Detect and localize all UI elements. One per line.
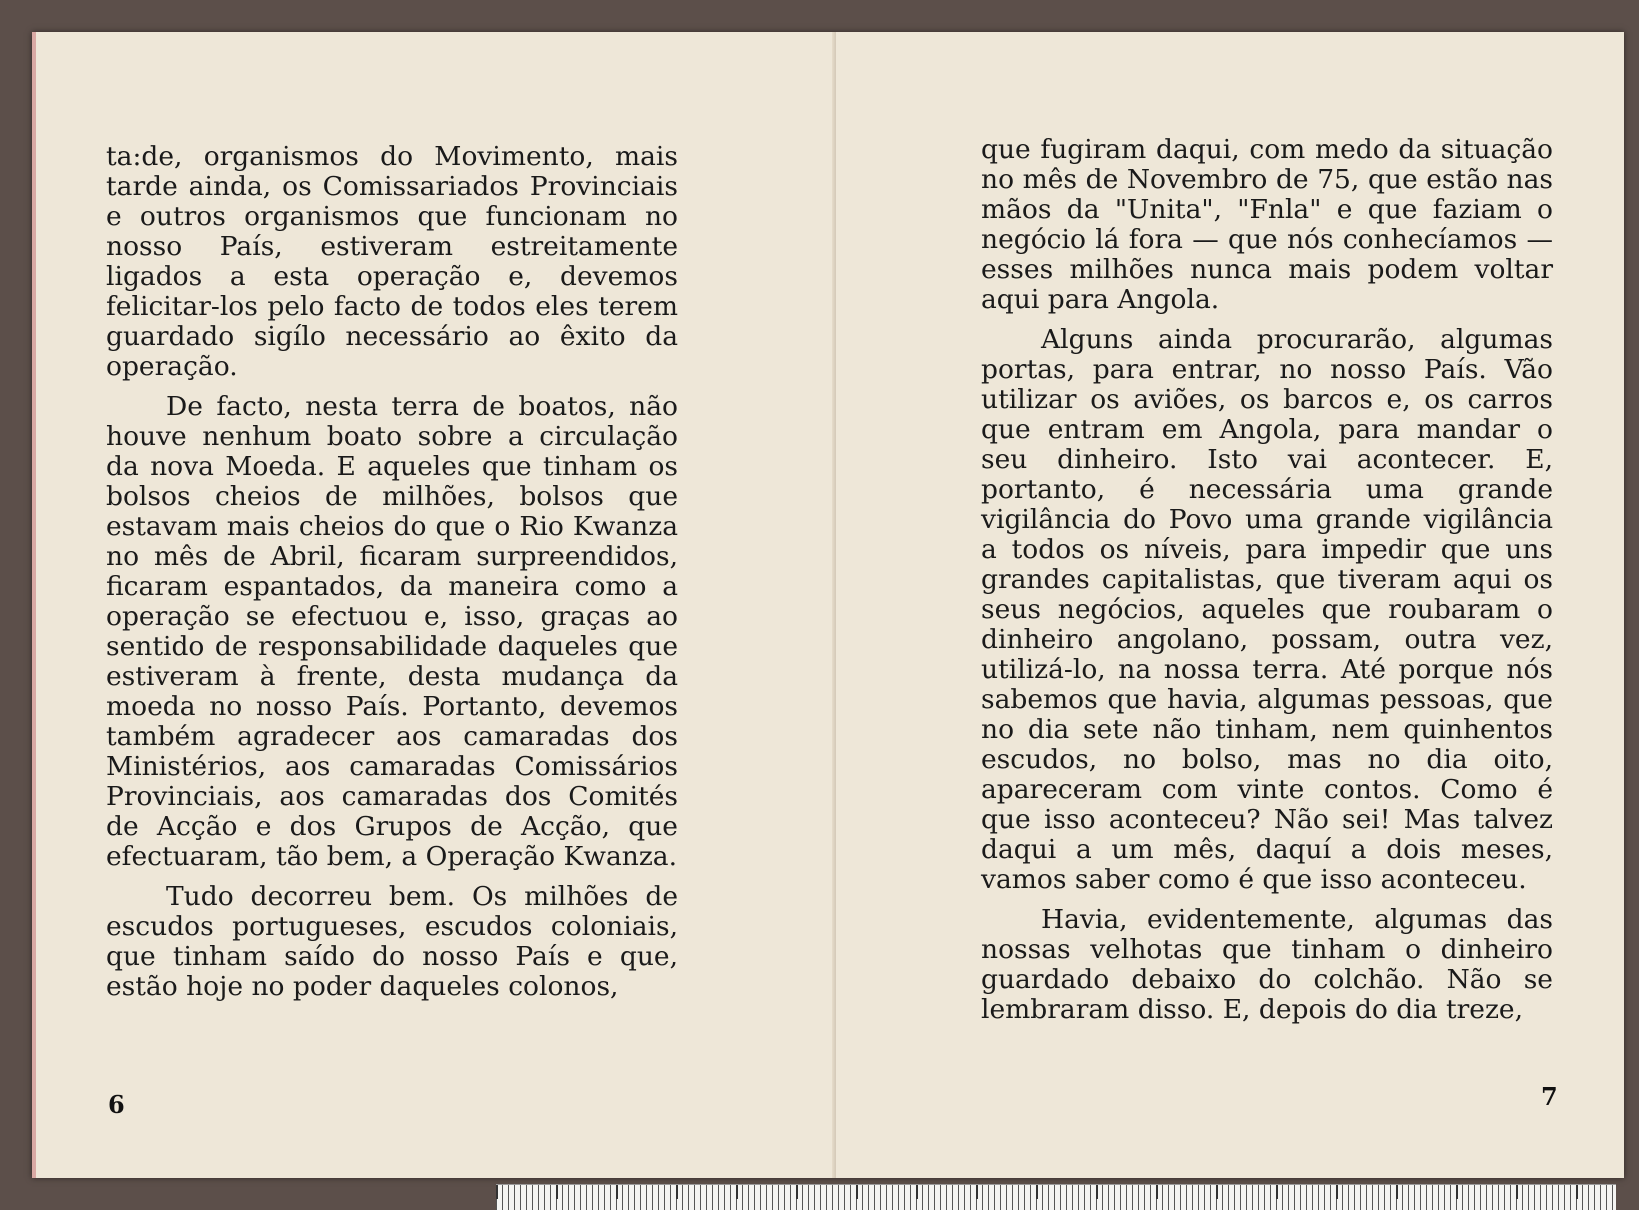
right-page — [836, 32, 1624, 1178]
ruler-major-ticks — [496, 1185, 1616, 1199]
paragraph: Havia, evidentemente, algumas das nossas velhotas que tinham o dinheiro guardado debaixo do colchão. Não se lembraram disso. E, depois do dia treze, — [981, 904, 1553, 1025]
scale-ruler — [496, 1184, 1616, 1210]
paragraph: ta:de, organismos do Movimento, mais tarde ainda, os Comissariados Provinciais e outros organismos que funcionam no nosso País, estiveram estreitamente ligados a esta operação e, devemos felicitar-los pelo facto de todos eles terem guardado sigílo necessário ao êxito da operação. — [106, 141, 678, 382]
paragraph: que fugiram daqui, com medo da situação no mês de Novembro de 75, que estão nas mãos da "Unita", "Fnla" e que faziam o negócio lá fora — que nós conhecíamos — esses milhões nunca mais podem voltar aqui para Angola. — [981, 134, 1553, 315]
page-number: 7 — [1541, 1082, 1558, 1111]
paragraph: De facto, nesta terra de boatos, não houve nenhum boato sobre a circulação da nova Moeda. E aqueles que tinham os bolsos cheios de milhões, bolsos que estavam mais cheios do que o Rio Kwanza no mês de Abril, ficaram surpreendidos, ficaram espantados, da maneira como a operação se efectuou e, isso, graças ao sentido de responsabilidade daqueles que estiveram à frente, desta mudança da moeda no nosso País. Portanto, devemos também agradecer aos camaradas dos Ministérios, aos camaradas Comissários Provinciais, aos camaradas dos Comités de Acção e dos Grupos de Acção, que efectuaram, tão bem, a Operação Kwanza. — [106, 391, 678, 872]
page-number: 6 — [108, 1090, 125, 1119]
right-page-text — [981, 135, 1553, 1035]
left-page-text — [106, 142, 678, 1012]
paragraph: Tudo decorreu bem. Os milhões de escudos portugueses, escudos coloniais, que tinham saído do nosso País e que, estão hoje no poder daqueles colonos, — [106, 881, 678, 1002]
left-page — [32, 32, 836, 1178]
paragraph: Alguns ainda procurarão, algumas portas, para entrar, no nosso País. Vão utilizar os aviões, os barcos e, os carros que entram em Angola, para mandar o seu dinheiro. Isto vai acontecer. E, portanto, é necessária uma grande vigilância do Povo uma grande vigilância a todos os níveis, para impedir que uns grandes capitalistas, que tiveram aqui os seus negócios, aqueles que roubaram o dinheiro angolano, possam, outra vez, utilizá-lo, na nossa terra. Até porque nós sabemos que havia, algumas pessoas, que no dia sete não tinham, nem quinhentos escudos, no bolso, mas no dia oito, apareceram com vinte contos. Como é que isso aconteceu? Não sei! Mas talvez daqui a um mês, daquí a dois meses, vamos saber como é que isso aconteceu. — [981, 324, 1553, 895]
book-spread — [32, 32, 1624, 1178]
